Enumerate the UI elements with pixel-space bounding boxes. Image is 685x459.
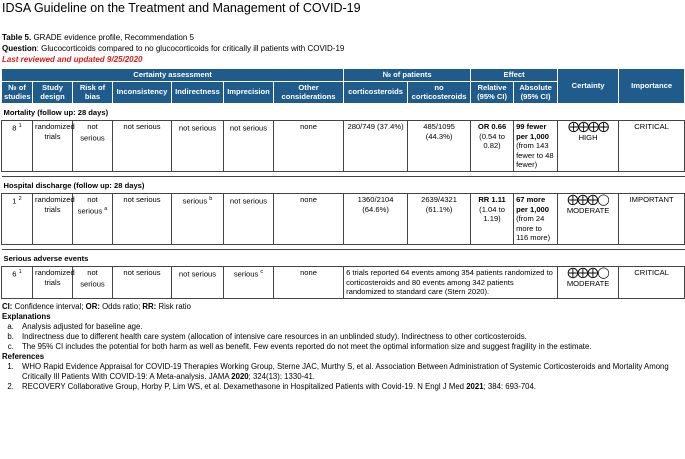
question-line bbox=[0, 43, 685, 54]
cell-inconsistency: not serious bbox=[113, 267, 172, 299]
header-study-design: Study design bbox=[33, 81, 73, 103]
group-header-row bbox=[2, 69, 685, 82]
header-inconsistency: Inconsistency bbox=[113, 81, 172, 103]
reference-item: 2. RECOVERY Collaborative Group, Horby P, Lim WS, et al. Dexamethasone in Hospitalized Patients with Covid-19. N Engl J Med 2021; 384: 693-704. bbox=[16, 382, 685, 392]
explanations-list bbox=[2, 322, 685, 352]
cell-risk-of-bias: not serious bbox=[73, 121, 113, 172]
outcome-row-mortality bbox=[2, 121, 685, 172]
group-effect: Effect bbox=[471, 69, 558, 82]
outcome-title: Mortality (follow up: 28 days) bbox=[2, 103, 685, 121]
cell-corticosteroids: 280/749 (37.4%) bbox=[344, 121, 408, 172]
cell-importance: CRITICAL bbox=[619, 267, 685, 299]
outcome-title-row bbox=[2, 249, 685, 267]
outcome-title-row bbox=[2, 176, 685, 194]
cell-indirectness: not serious bbox=[172, 121, 224, 172]
cell-indirectness: serious $^b$ bbox=[172, 194, 224, 245]
group-num-patients: № of patients bbox=[344, 69, 471, 82]
cell-relative: RR 1.11 (1.04 to 1.19) bbox=[471, 194, 514, 245]
cell-no-corticosteroids: 2639/4321 (61.1%) bbox=[408, 194, 471, 245]
certainty-label: MODERATE bbox=[566, 279, 610, 288]
cell-imprecision: not serious bbox=[224, 194, 274, 245]
question-label: Question bbox=[2, 44, 37, 53]
table-caption bbox=[0, 32, 685, 43]
cell-importance: CRITICAL bbox=[619, 121, 685, 172]
certainty-symbols: ⨁⨁⨁⨁ bbox=[568, 121, 609, 133]
cell-study-design: randomized trials bbox=[33, 121, 73, 172]
header-importance: Importance bbox=[619, 69, 685, 104]
cell-no-corticosteroids: 485/1095 (44.3%) bbox=[408, 121, 471, 172]
grade-evidence-table bbox=[1, 68, 685, 299]
certainty-label: MODERATE bbox=[566, 206, 610, 215]
cell-absolute: 99 fewer per 1,000 (from 143 fewer to 48 fewer) bbox=[514, 121, 558, 172]
cell-other: none bbox=[274, 194, 344, 245]
header-num-studies: № of studies bbox=[2, 81, 33, 103]
cell-num-studies: 1 $^2$ bbox=[2, 194, 33, 245]
header-relative: Relative (95% CI) bbox=[471, 81, 514, 103]
explanation-item: a. Analysis adjusted for baseline age. bbox=[16, 322, 685, 332]
certainty-symbols: ⨁⨁⨁◯ bbox=[567, 267, 609, 279]
document-header: IDSA Guideline on the Treatment and Management of COVID-19 bbox=[2, 1, 361, 15]
outcome-row-hospital-discharge bbox=[2, 194, 685, 245]
cell-risk-of-bias: not serious $^a$ bbox=[73, 194, 113, 245]
explanations-heading: Explanations bbox=[2, 311, 51, 321]
outcome-row-serious-adverse-events bbox=[2, 267, 685, 299]
cell-imprecision: not serious bbox=[224, 121, 274, 172]
cell-other: none bbox=[274, 121, 344, 172]
explanation-item: b. Indirectness due to different health care system (allocation of intensive care resources in an unblinded study). Indirectness to other corticosteroids. bbox=[16, 332, 685, 342]
cell-relative: OR 0.66 (0.54 to 0.82) bbox=[471, 121, 514, 172]
cell-inconsistency: not serious bbox=[113, 121, 172, 172]
question-text: : Glucocorticoids compared to no glucocorticoids for critically ill patients with COVID-19 bbox=[36, 44, 345, 53]
cell-indirectness: not serious bbox=[172, 267, 224, 299]
cell-absolute: 67 more per 1,000 (from 24 more to 116 more) bbox=[514, 194, 558, 245]
cell-narrative: 6 trials reported 64 events among 354 patients randomized to corticosteroids and 80 events among 342 patients randomized to standard care (Stern 2020). bbox=[344, 267, 558, 299]
cell-other: none bbox=[274, 267, 344, 299]
cell-certainty bbox=[558, 121, 619, 172]
table-title: GRADE evidence profile, Recommendation 5 bbox=[33, 33, 194, 42]
cell-certainty bbox=[558, 194, 619, 245]
header-corticosteroids: corticosteroids bbox=[344, 81, 408, 103]
outcome-title-row bbox=[2, 103, 685, 121]
outcome-title: Serious adverse events bbox=[2, 249, 685, 267]
cell-inconsistency: not serious bbox=[113, 194, 172, 245]
certainty-symbols: ⨁⨁⨁◯ bbox=[567, 194, 609, 206]
header-other-considerations: Other considerations bbox=[274, 81, 344, 103]
header-imprecision: Imprecision bbox=[224, 81, 274, 103]
cell-certainty bbox=[558, 267, 619, 299]
cell-num-studies: 6 $^1$ bbox=[2, 267, 33, 299]
references-heading: References bbox=[2, 351, 45, 361]
references-list bbox=[2, 362, 685, 392]
header-risk-of-bias: Risk of bias bbox=[73, 81, 113, 103]
header-no-corticosteroids: no corticosteroids bbox=[408, 81, 471, 103]
header-absolute: Absolute (95% CI) bbox=[514, 81, 558, 103]
reference-item: 1. WHO Rapid Evidence Appraisal for COVID-19 Therapies Working Group, Sterne JAC, Murthy S, et al. Association Between Administration of Systemic Corticosteroids and Mortality Among Critically Ill Patients With COVID-19: A Meta-analysis. JAMA 2020; 324(13): 1330-41. bbox=[16, 362, 685, 382]
cell-corticosteroids: 1360/2104 (64.6%) bbox=[344, 194, 408, 245]
explanation-item: c. The 95% CI includes the potential for both harm as well as benefit. Few events reported do not meet the optimal information size and suggest fragility in the estimate. bbox=[16, 342, 685, 352]
header-indirectness: Indirectness bbox=[172, 81, 224, 103]
cell-study-design: randomized trials bbox=[33, 267, 73, 299]
certainty-label: HIGH bbox=[578, 133, 598, 142]
table-number: Table 5. bbox=[2, 33, 32, 42]
group-certainty-assessment: Certainty assessment bbox=[2, 69, 344, 82]
cell-importance: IMPORTANT bbox=[619, 194, 685, 245]
last-reviewed: Last reviewed and updated 9/25/2020 bbox=[2, 55, 143, 64]
cell-imprecision: serious $^c$ bbox=[224, 267, 274, 299]
outcome-title: Hospital discharge (follow up: 28 days) bbox=[2, 176, 685, 194]
last-reviewed-line bbox=[0, 54, 685, 65]
cell-study-design: randomized trials bbox=[33, 194, 73, 245]
cell-risk-of-bias: not serious bbox=[73, 267, 113, 299]
cell-num-studies: 8 $^1$ bbox=[2, 121, 33, 172]
header-certainty: Certainty bbox=[558, 69, 619, 104]
abbreviations: CI: Confidence interval; OR: Odds ratio; RR: Risk ratio Explanations a. Analysis adjusted for baseline age. b. Indirectness due to different health care system (allocation of intensive care resources in an unblinded study). Indirectness to other corticosteroids. c. The 95% CI includes the potential for both harm as well as benefit. Few events reported do not meet the optimal information size and suggest fragility in the estimate. References 1. WHO Rapid Evidence Appraisal for COVID-19 Therapies Working Group, Sterne JAC, Murthy S, et al. Association Between Administration of Systemic Corticosteroids and Mortality Among Critically Ill Patients With COVID-19: A Meta-analysis. JAMA 2020; 324(13): 1330-41. 2. RECOVERY Collaborative Group, Horby P, Lim WS, et al. Dexamethasone in Hospitalized Patients with Covid-19. N Engl J Med 2021; 384: 693-704. bbox=[0, 302, 685, 392]
